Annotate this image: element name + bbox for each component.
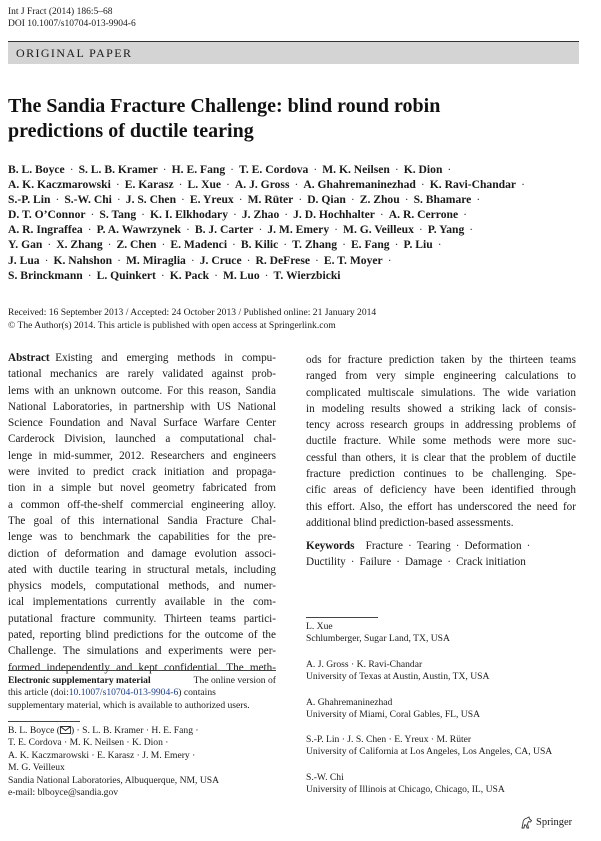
author-name: J. Lua [8,253,40,267]
author-separator: · [246,253,251,267]
author-name: X. Zhang [56,238,103,252]
article-type: ORIGINAL PAPER [16,46,133,60]
abstract-line [306,466,576,482]
author-separator: · [298,193,303,207]
author-separator: · [283,238,288,252]
author-separator: · [387,253,392,267]
author-separator: · [379,208,384,222]
affiliation [306,697,586,722]
abstract-text: complicated multiscale simulations. The wide variation [306,386,576,399]
author-separator: · [178,178,183,192]
author-separator: · [44,253,49,267]
author-name: B. J. Carter [194,223,254,237]
affiliation-names: A. J. Gross · K. Ravi-Chandar [306,659,423,670]
author-name: Z. Zhou [359,193,400,207]
author-separator: · [264,268,269,282]
abstract-line [306,368,576,384]
author-separator: · [107,238,112,252]
abstract-line [8,562,276,578]
author-line [8,222,594,237]
author-separator: · [162,163,167,176]
esm-text: this article (doi: [8,687,69,699]
abstract-text: ods for fracture prediction taken by the thirteen teams [306,354,576,366]
author-name: T. Zhang [292,238,338,252]
abstract-text: pated, reporting blind predictions for the outcome of the [8,629,276,642]
author-separator: · [190,253,195,267]
author-separator: · [181,193,185,207]
author-name: M. Luo [222,268,260,282]
affiliation [306,621,586,646]
abstract-text: lenge in mid-summer, 2012. Researchers and engineers [8,449,276,462]
author-line [8,192,594,207]
author-name: M. G. Veilleux [343,223,414,237]
author-name: K. Pack [169,268,210,282]
abstract-text: formed independently and kept confidential. The meth- [8,661,276,674]
abstract-text: ical implementations currently available in the com- [8,596,276,609]
author-separator: · [232,238,236,252]
author-separator: · [116,193,121,207]
abstract-text: lems with an unknown outcome. For this reason, Sandia [8,384,276,397]
journal-doi: DOI 10.1007/s10704-013-9904-6 [8,18,136,29]
keyword-separator: · [350,556,355,569]
keyword: Failure [359,556,392,569]
author-separator: · [314,253,319,267]
abstract-text: Existing and emerging methods in compu- [55,352,276,364]
title-line: predictions of ductile tearing [8,120,254,142]
affiliation-names: A. Ghahremaninezhad [306,697,393,708]
affiliation-institution: Schlumberger, Sugar Land, TX, USA [306,633,450,645]
author-separator: · [284,208,289,222]
keyword: Damage [404,556,443,569]
keyword: Fracture [365,540,403,552]
author-name: J. D. Hochhalter [293,208,375,222]
keyword-separator: · [407,540,412,552]
author-separator: · [47,238,52,252]
esm-text: The online version of [193,675,276,686]
abstract-text: diction of deformation and damage evolution associ- [8,547,276,560]
author-name: M. Miraglia [125,253,186,267]
abstract-text: a common off-the-shelf commercial engineering alloy. [8,498,276,511]
journal-header [8,7,136,30]
author-name: B. Kilic [240,238,279,252]
affiliation-divider [306,617,378,618]
abstract-line [306,385,576,401]
abstract-line [8,660,276,676]
keywords [306,538,578,571]
author-name: E. Yreux [189,193,234,207]
author-name: E. Fang [350,238,390,252]
author-separator: · [87,268,92,282]
author-separator: · [476,193,481,207]
abstract-line [8,448,276,464]
abstract-text: fracture prediction continues to be challenging. Spe- [306,468,576,481]
author-name: K. Nahshon [53,253,113,267]
abstract-line [306,515,576,531]
author-line [8,207,594,222]
author-separator: · [342,238,346,252]
abstract-text: National Laboratories, in partnership with US National [8,400,276,413]
abstract-line [306,433,576,449]
corr-author: B. L. Boyce ( [8,725,60,736]
affiliation-names: L. Xue [306,621,333,632]
author-separator: · [447,163,452,176]
copyright-notice: © The Author(s) 2014. This article is published with open access at Springerlink.com [8,319,336,331]
keyword-separator: · [526,540,531,552]
author-separator: · [334,223,339,237]
author-name: E. T. Moyer [323,253,383,267]
article-type-banner [8,41,579,64]
author-separator: · [350,193,355,207]
keyword-separator: · [455,540,460,552]
abstract-line [8,611,276,627]
keyword: Deformation [464,540,522,552]
affiliation-names: S.-W. Chi [306,772,344,783]
footnote-divider [8,670,276,671]
author-separator: · [226,178,230,192]
author-name: T. E. Cordova [239,163,309,176]
author-name: J. Cruce [199,253,242,267]
author-line [8,268,594,283]
corr-authors: A. K. Kaczmarowski · E. Karasz · J. M. Emery · [8,749,196,761]
author-name: A. R. Ingraffea [8,223,83,237]
abstract-text: ranged from very simple engineering calculations to [306,370,576,383]
author-name: S. Tang [99,208,137,222]
abstract-text: physics models, computational methods, and numer- [8,580,276,593]
corr-authors: ) · S. L. B. Kramer · H. E. Fang · [70,725,199,736]
author-name: S. Brinckmann [8,268,83,282]
author-line [8,177,594,192]
corresponding-affiliation [8,725,276,799]
author-line [8,162,594,177]
abstract-line [8,513,276,529]
esm-doi-link[interactable]: 10.1007/s10704-013-9904-6 [68,687,179,699]
abstract-text: this effort. Also, the effort has underscored the need for [306,500,576,513]
author-name: K. I. Elkhodary [150,208,228,222]
abstract-text: additional blind prediction-based assessments. [306,516,514,529]
esm-text: supplementary material, which is available to authorized users. [8,699,250,711]
author-name: A. K. Kaczmarowski [8,178,111,192]
author-separator: · [55,193,60,207]
author-name: A. Ghahremaninezhad [303,178,416,192]
abstract-label: Abstract [8,352,50,364]
abstract-text: tational mechanics are rarely validated against prob- [8,368,276,381]
affiliation [306,659,586,684]
abstract-line [306,499,576,515]
abstract-text: Challenge. The simulations and experiments were per- [8,645,276,658]
keyword: Ductility [306,556,346,569]
author-separator: · [117,253,121,267]
abstract-line [8,627,276,643]
envelope-icon [60,726,71,734]
abstract-text: ated with ductile tearing in structural metals, including [8,563,276,576]
esm-note [8,675,276,712]
author-name: D. Qian [307,193,346,207]
author-separator: · [418,223,423,237]
abstract-text: ductile fracture. While some methods were more suc- [306,435,576,448]
author-separator: · [230,163,234,176]
title-line: The Sandia Fracture Challenge: blind round robin [8,95,441,117]
author-name: E. Karasz [124,178,174,192]
esm-label: Electronic supplementary material [8,675,151,686]
keyword: Tearing [416,540,451,552]
affiliation-institution: University of Illinois at Chicago, Chicago, IL, USA [306,784,505,796]
abstract-line [8,431,276,447]
author-separator: · [115,178,120,192]
corr-authors: M. G. Veilleux [8,762,65,774]
author-separator: · [469,223,474,237]
author-name: A. R. Cerrone [388,208,459,222]
author-separator: · [521,178,525,192]
affiliation [306,772,586,797]
author-name: K. Dion [403,163,443,176]
author-name: Z. Chen [116,238,157,252]
author-separator: · [90,208,95,222]
author-list [8,162,594,283]
author-name: P. Yang [427,223,465,237]
keyword-separator: · [447,556,451,569]
author-name: A. J. Gross [234,178,290,192]
esm-text: ) contains [178,687,216,699]
author-name: K. Ravi-Chandar [429,178,517,192]
author-separator: · [185,223,190,237]
abstract-line [8,366,276,382]
abstract-line [8,383,276,399]
author-name: L. Xue [187,178,222,192]
author-name: Y. Gan [8,238,43,252]
abstract-line [306,450,576,466]
author-separator: · [394,238,399,252]
abstract-line [8,480,276,496]
corr-email[interactable]: e-mail: blboyce@sandia.gov [8,787,119,799]
springer-horse-icon [520,816,533,829]
author-name: S.-W. Chi [64,193,112,207]
author-name: E. Madenci [170,238,228,252]
author-name: H. E. Fang [171,163,226,176]
author-separator: · [313,163,318,176]
abstract-line [8,497,276,513]
author-separator: · [160,268,165,282]
author-name: P. Liu [403,238,433,252]
author-separator: · [404,193,409,207]
author-separator: · [141,208,146,222]
affiliation-divider [8,721,80,722]
abstract-text: Science Foundation and Naval Surface Warfare Center [8,417,276,430]
abstract-text: cific areas of deficiency have been identified through [306,484,576,497]
author-name: S. Bhamare [413,193,472,207]
journal-citation: Int J Fract (2014) 186:5–68 [8,7,113,17]
author-name: S. L. B. Kramer [78,163,158,176]
abstract-text: were invited to predict crack initiation and propaga- [8,466,276,479]
abstract-line [8,594,276,610]
affiliation-names: S.-P. Lin · J. S. Chen · E. Yreux · M. Rüter [306,734,472,745]
keyword: Crack initiation [455,556,526,569]
abstract-line [8,415,276,431]
author-name: B. L. Boyce [8,163,65,176]
publication-dates [8,307,578,332]
abstract-line [306,482,576,498]
author-separator: · [161,238,166,252]
abstract-text: Carderock Division, launched a computational chal- [8,433,276,446]
abstract-line [8,546,276,562]
abstract-line [306,352,576,368]
corr-authors: T. E. Cordova · M. K. Neilsen · K. Dion · [8,737,169,749]
author-line [8,237,594,252]
received-accepted-dates: Received: 16 September 2013 / Accepted: 24 October 2013 / Published online: 21 January 2014 [8,307,377,318]
author-line [8,253,594,268]
author-name: J. M. Emery [267,223,330,237]
abstract-text: The goal of this international Sandia Fracture Chal- [8,514,276,527]
author-separator: · [420,178,425,192]
author-separator: · [437,238,442,252]
abstract-left-column [8,350,276,676]
affiliation-institution: University of Miami, Coral Gables, FL, USA [306,709,481,721]
author-separator: · [294,178,299,192]
author-separator: · [258,223,263,237]
abstract-text: in modeling results showed a striking lack of consis- [306,402,576,415]
abstract-line [8,464,276,480]
affiliation-institution: University of Texas at Austin, Austin, TX, USA [306,671,490,683]
publisher-logo [520,816,572,829]
abstract-text: lenge was to benchmark the capabilities for the pre- [8,531,276,544]
author-name: M. K. Neilsen [322,163,390,176]
author-separator: · [238,193,243,207]
affiliation [306,734,586,759]
abstract-right-column [306,352,576,531]
abstract-line [8,350,276,366]
abstract-line [8,529,276,545]
author-separator: · [463,208,468,222]
author-name: J. S. Chen [125,193,177,207]
author-name: L. Quinkert [96,268,156,282]
abstract-text: cessful than others, it is clear that the problem of ductile [306,451,576,464]
author-separator: · [87,223,92,237]
abstract-text: tency across research groups in addressing problems of [306,419,576,432]
author-name: R. DeFrese [255,253,310,267]
paper-title [8,94,588,144]
author-separator: · [233,208,237,222]
abstract-text: putational fracture community. Thirteen teams partici- [8,612,276,625]
author-name: P. A. Wawrzynek [96,223,181,237]
keywords-label: Keywords [306,540,355,552]
publisher-name: Springer [536,817,573,828]
author-separator: · [394,163,399,176]
author-name: M. Rüter [247,193,294,207]
author-name: J. Zhao [241,208,280,222]
author-name: T. Wierzbicki [273,268,341,282]
abstract-line [306,401,576,417]
author-name: S.-P. Lin [8,193,51,207]
abstract-line [8,578,276,594]
abstract-text: tion in a simple but novel geometry fabricated from [8,482,276,495]
abstract-line [306,417,576,433]
abstract-line [8,399,276,415]
affiliation-institution: University of California at Los Angeles, Los Angeles, CA, USA [306,746,553,758]
author-separator: · [214,268,218,282]
keyword-separator: · [396,556,400,569]
abstract-line [8,643,276,659]
author-separator: · [69,163,74,176]
corr-institution: Sandia National Laboratories, Albuquerque, NM, USA [8,774,220,786]
author-name: D. T. O’Connor [8,208,86,222]
